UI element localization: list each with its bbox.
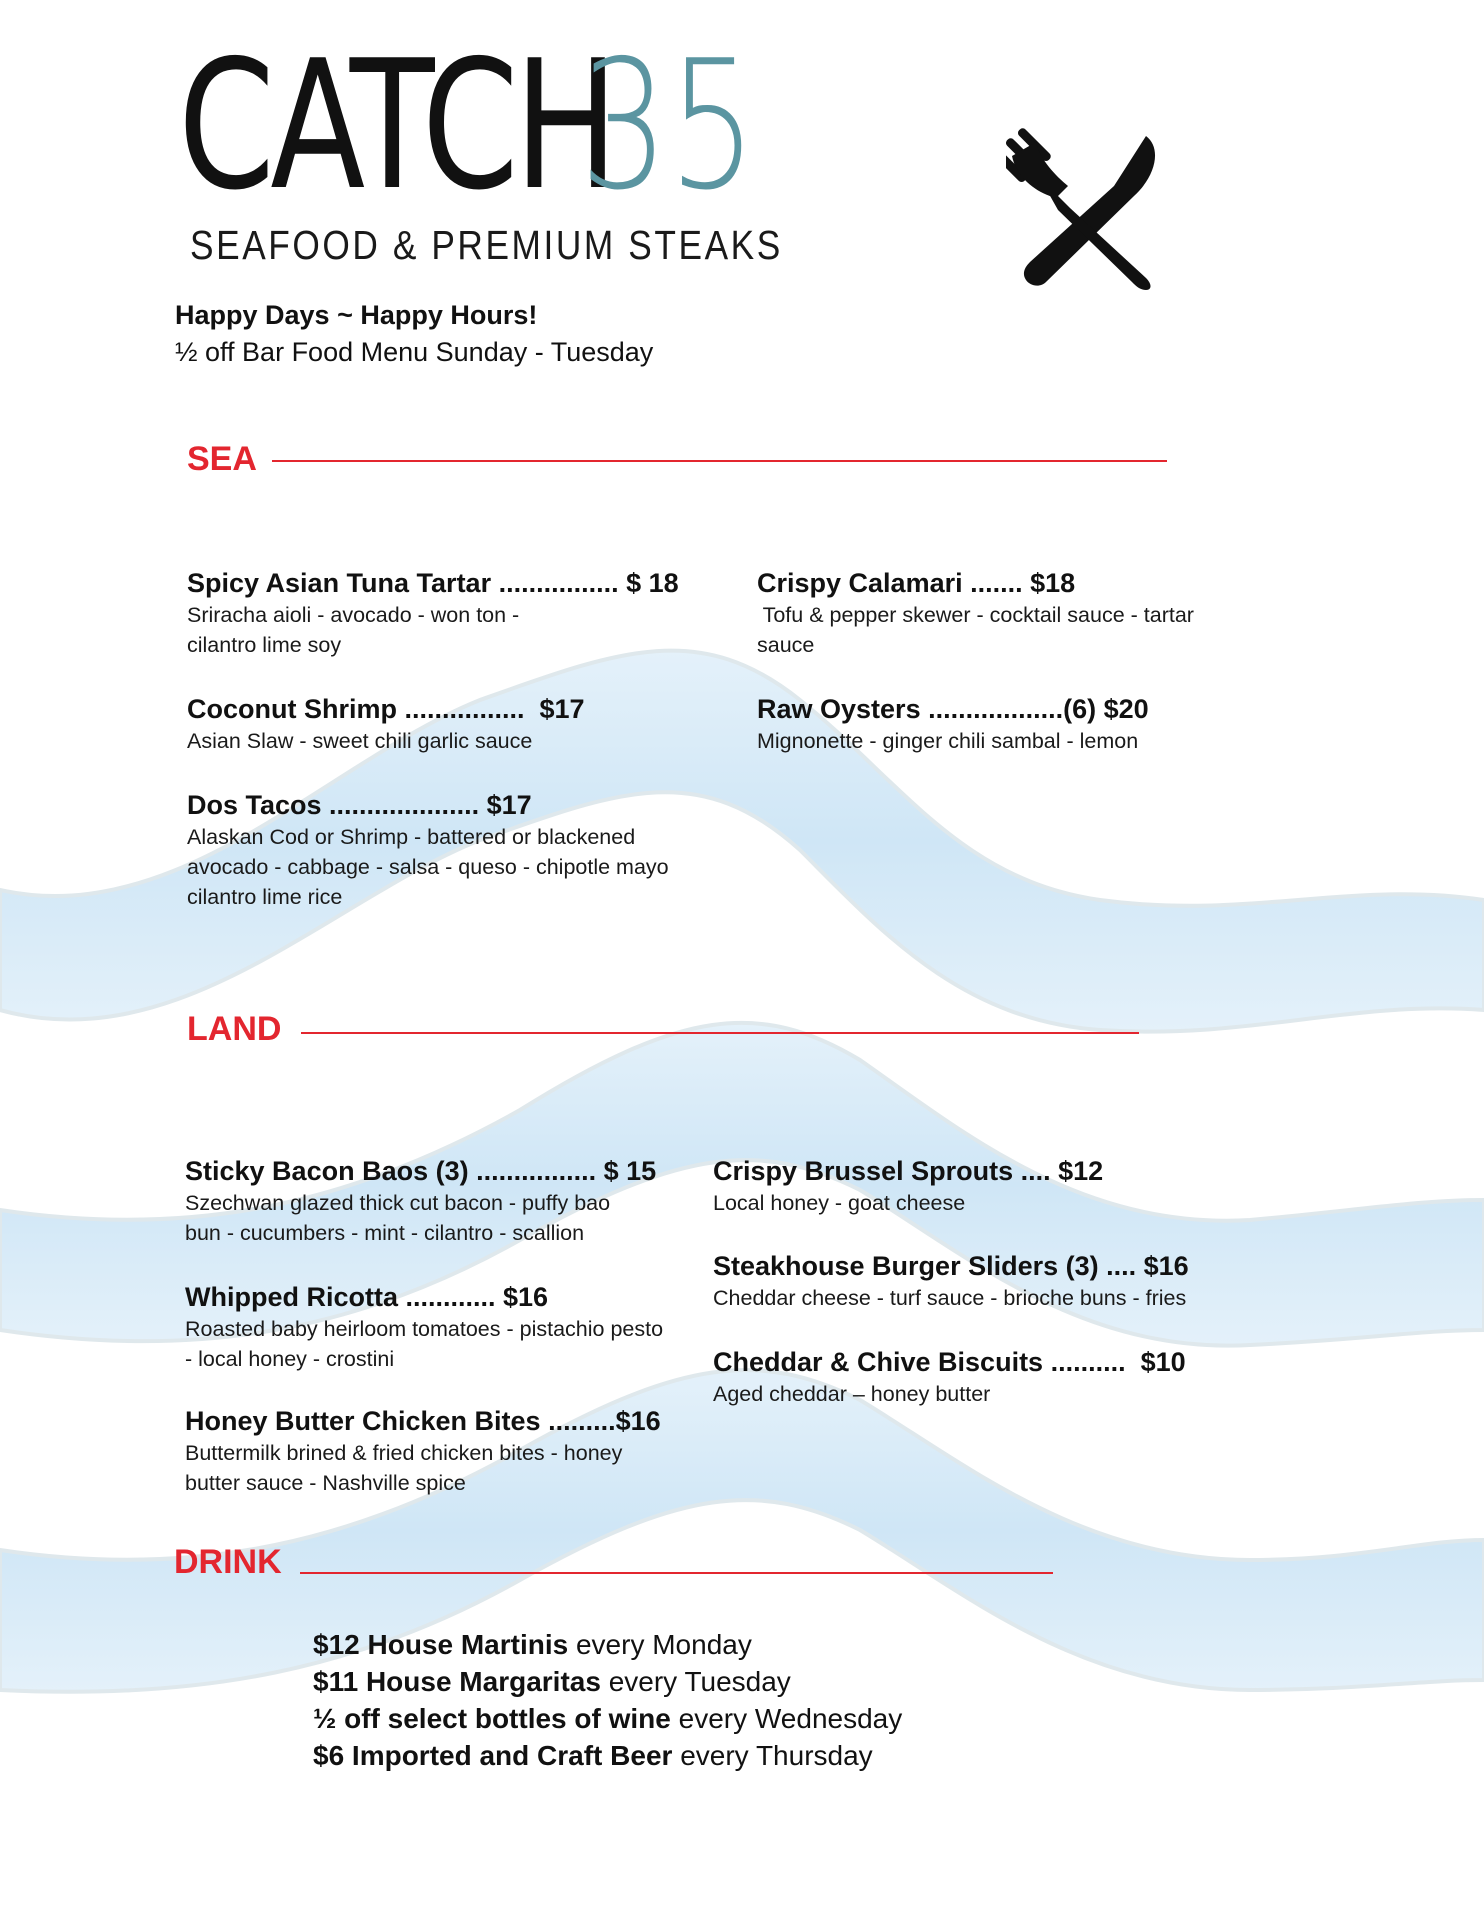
item-desc-line: Cheddar cheese - turf sauce - brioche buns - fries [713,1286,1187,1310]
section-divider-sea [272,460,1167,462]
item-name: Dos Tacos .................... $17 [187,790,532,820]
drink-special-deal: ½ off select bottles of wine [313,1703,671,1734]
section-title-land: LAND [187,1010,282,1048]
drink-specials-list [313,1626,902,1774]
item-desc-line: cilantro lime rice [187,885,343,909]
menu-item-raw-oysters [757,692,1149,756]
item-name: Cheddar & Chive Biscuits .......... $10 [713,1347,1186,1377]
item-desc-line: Aged cheddar – honey butter [713,1382,991,1406]
item-desc-line: Asian Slaw - sweet chili garlic sauce [187,729,533,753]
section-divider-land [301,1032,1139,1034]
menu-item-bacon-baos [185,1154,656,1248]
menu-item-calamari [757,566,1194,660]
drink-special-day: every Wednesday [670,1703,903,1734]
drink-special-deal: $6 Imported and Craft Beer [313,1740,673,1771]
item-desc-line: Roasted baby heirloom tomatoes - pistachio pesto [185,1317,664,1341]
item-name: Spicy Asian Tuna Tartar ................ $ 18 [187,568,679,598]
section-divider-drink [300,1572,1053,1574]
item-desc-line: sauce [757,633,815,657]
item-desc-line: Local honey - goat cheese [713,1191,966,1215]
item-desc-line: Szechwan glazed thick cut bacon - puffy bao [185,1191,611,1215]
item-desc-line: avocado - cabbage - salsa - queso - chipotle mayo [187,855,669,879]
item-desc-line: cilantro lime soy [187,633,342,657]
item-name: Steakhouse Burger Sliders (3) .... $16 [713,1251,1189,1281]
menu-item-dos-tacos [187,788,669,912]
menu-item-brussel-sprouts [713,1154,1103,1218]
item-name: Crispy Calamari ....... $18 [757,568,1076,598]
item-desc-line: Sriracha aioli - avocado - won ton - [187,603,520,627]
drink-special [313,1626,902,1663]
menu-item-tuna-tartar [187,566,679,660]
menu-item-chicken-bites [185,1404,661,1498]
item-desc-line: Mignonette - ginger chili sambal - lemon [757,729,1139,753]
menu-item-coconut-shrimp [187,692,585,756]
item-desc-line: bun - cucumbers - mint - cilantro - scallion [185,1221,585,1245]
item-desc-line: - local honey - crostini [185,1347,395,1371]
brand-logo [178,22,757,229]
item-name: Raw Oysters ..................(6) $20 [757,694,1149,724]
brand-name-main: CATCH [178,22,614,229]
menu-item-burger-sliders [713,1249,1189,1313]
drink-special [313,1663,902,1700]
brand-tagline: SEAFOOD & PREMIUM STEAKS [190,222,783,268]
item-desc-line: butter sauce - Nashville spice [185,1471,466,1495]
happy-hours-title: Happy Days ~ Happy Hours! [175,300,538,330]
drink-special [313,1700,902,1737]
menu-item-cheddar-biscuits [713,1345,1186,1409]
drink-special-day: every Tuesday [600,1666,791,1697]
drink-special-deal: $11 House Margaritas [313,1666,601,1697]
item-desc-line: Tofu & pepper skewer - cocktail sauce - tartar [757,603,1194,627]
item-name: Honey Butter Chicken Bites .........$16 [185,1406,661,1436]
item-desc-line: Buttermilk brined & fried chicken bites - honey [185,1441,623,1465]
menu-item-whipped-ricotta [185,1280,663,1374]
happy-hours-subtitle: ½ off Bar Food Menu Sunday - Tuesday [175,337,654,367]
item-name: Sticky Bacon Baos (3) ................ $ 15 [185,1156,657,1186]
drink-special-day: every Thursday [672,1740,873,1771]
section-title-sea: SEA [187,440,257,478]
item-name: Whipped Ricotta ............ $16 [185,1282,549,1312]
item-name: Crispy Brussel Sprouts .... $12 [713,1156,1104,1186]
drink-special [313,1737,902,1774]
drink-special-day: every Monday [568,1629,752,1660]
fork-and-knife-icon [1006,128,1168,290]
item-name: Coconut Shrimp ................ $17 [187,694,585,724]
drink-special-deal: $12 House Martinis [313,1629,569,1660]
brand-name-number: 35 [580,22,757,229]
section-title-drink: DRINK [174,1543,282,1581]
item-desc-line: Alaskan Cod or Shrimp - battered or blackened [187,825,636,849]
